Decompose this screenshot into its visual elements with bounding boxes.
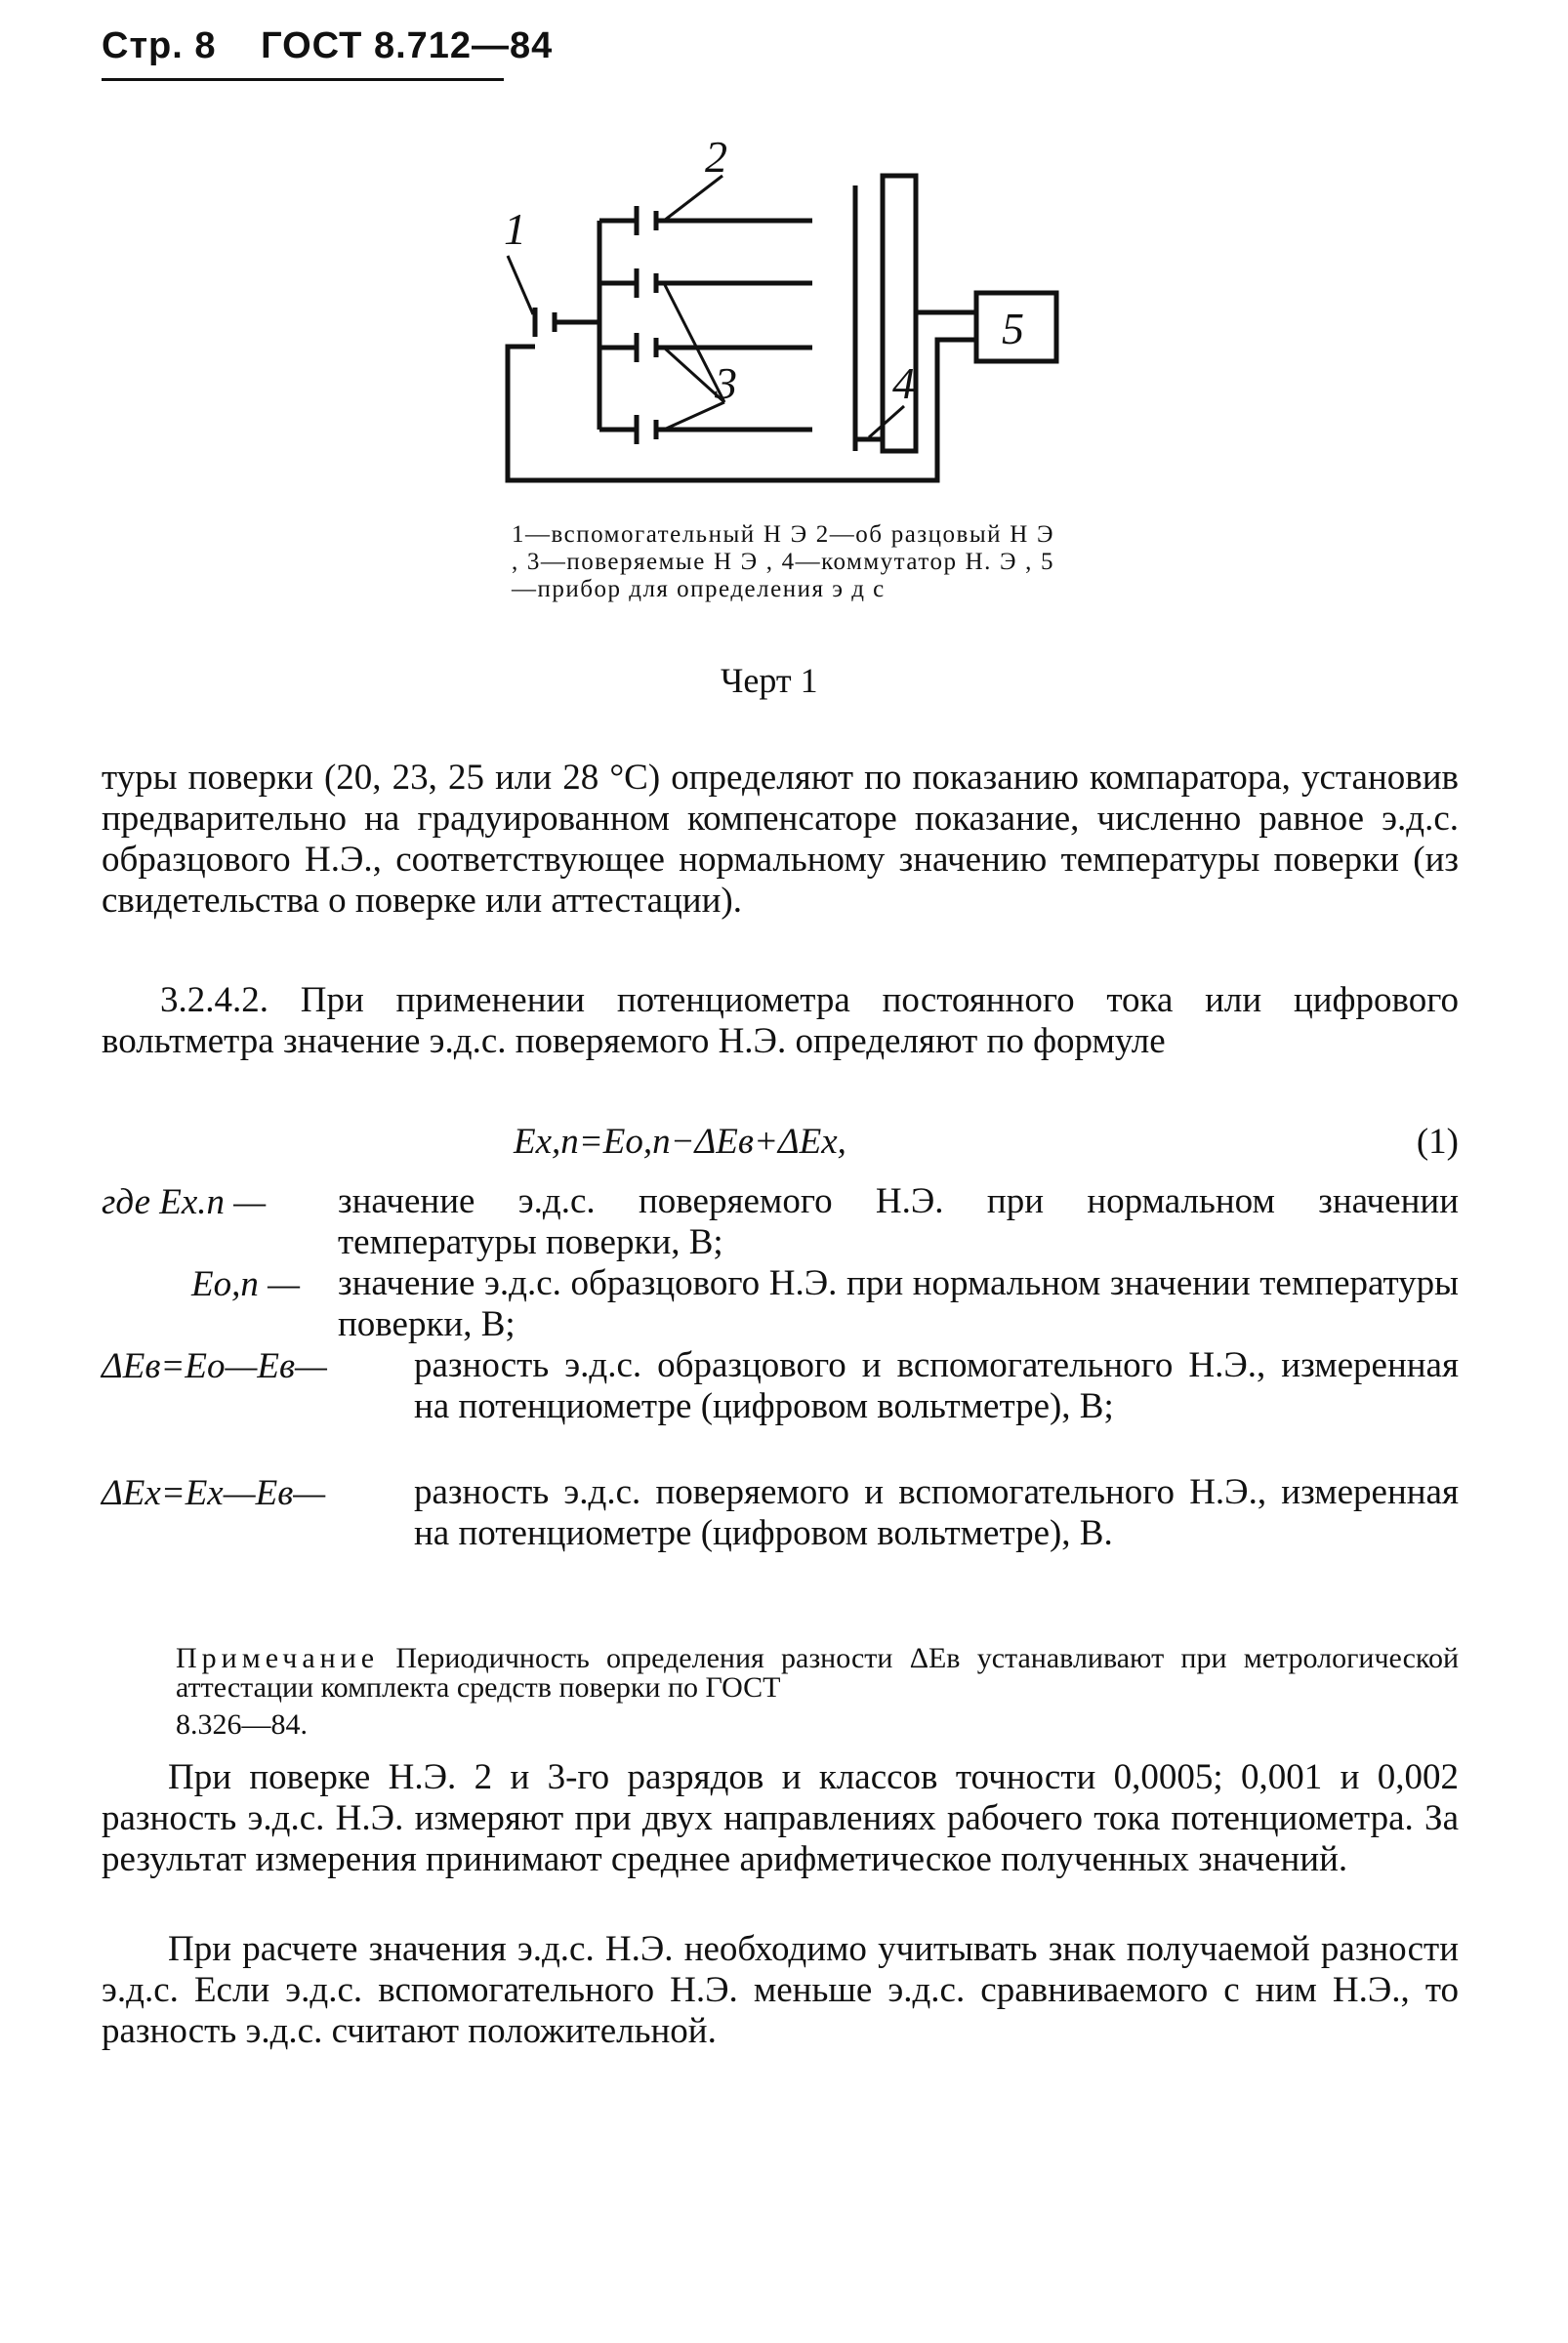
leader-4 [869,406,904,437]
paragraph-1: туры поверки (20, 23, 25 или 28 °С) определяют по показанию компаратора, установив предварительно на градуированном компенсаторе показание, численно равное э.д.с. образцового Н.Э., соответствующее нормальному значению температуры поверки (из свидетельства о поверке или аттестации). [102,758,1459,921]
formula-row [102,1121,1459,1166]
definition-text-3: разность э.д.с. образцового и вспомогательного Н.Э., измеренная на потенциометре (цифровом вольтметре), В; [414,1345,1459,1426]
note-text: Периодичность определения разности ΔEв устанавливают при метрологической аттестации комплекта средств поверки по ГОСТ [176,1642,1460,1704]
label-3: 3 [715,358,737,408]
page-number: Стр. 8 [102,25,217,66]
cell-branch-1 [599,206,812,235]
cell-branch-3 [599,333,812,362]
formula: Ex,п=Eо,п−ΔEв+ΔEx, [514,1122,846,1162]
cell-branch-2 [599,268,812,298]
definition-term-2: Eо,п — [191,1264,300,1304]
label-1: 1 [504,204,526,254]
note-continuation: 8.326—84. [176,1708,308,1741]
definition-term-4: ΔEx=Ex—Eв— [102,1473,326,1513]
definition-term-3: ΔEв=Eо—Eв— [102,1346,327,1386]
note [176,1644,1459,1703]
label-5: 5 [1002,304,1024,353]
paragraph-2: 3.2.4.2. При применении потенциометра постоянного тока или цифрового вольтметра значение э.д.с. поверяемого Н.Э. определяют по формуле [102,980,1459,1061]
leader-2 [664,176,722,221]
figure-title: Черт 1 [721,661,818,700]
label-2: 2 [705,132,727,182]
definition-text-1: значение э.д.с. поверяемого Н.Э. при нормальном значении температуры поверки, В; [338,1181,1459,1262]
formula-number: (1) [1416,1122,1459,1162]
leader-1 [508,256,533,314]
definition-term-1: где Ex.п — [102,1182,267,1222]
standard-code: ГОСТ 8.712—84 [261,25,554,66]
figure-caption: 1—вспомогательный Н Э 2—об разцовый Н Э , 3—поверяемые Н Э , 4—коммутатор Н. Э , 5—прибор для определения э д с [512,521,1054,602]
label-4: 4 [892,358,915,408]
definition-text-2: значение э.д.с. образцового Н.Э. при нормальном значении температуры поверки, В; [338,1263,1459,1344]
cell-branch-4 [599,415,812,444]
paragraph-4: При расчете значения э.д.с. Н.Э. необходимо учитывать знак получаемой разности э.д.с. Если э.д.с. вспомогательного Н.Э. меньше э.д.с. сравниваемого с ним Н.Э., то разность э.д.с. считают положительной. [102,1929,1459,2051]
definition-text-4: разность э.д.с. поверяемого и вспомогательного Н.Э., измеренная на потенциометре (цифровом вольтметре), В. [414,1472,1459,1553]
note-heading: Примечание [176,1642,380,1674]
paragraph-3: При поверке Н.Э. 2 и 3-го разрядов и классов точности 0,0005; 0,001 и 0,002 разность э.д.с. Н.Э. измеряют при двух направлениях рабочего тока потенциометра. За результат измерения принимают среднее арифметическое полученных значений. [102,1757,1459,1879]
